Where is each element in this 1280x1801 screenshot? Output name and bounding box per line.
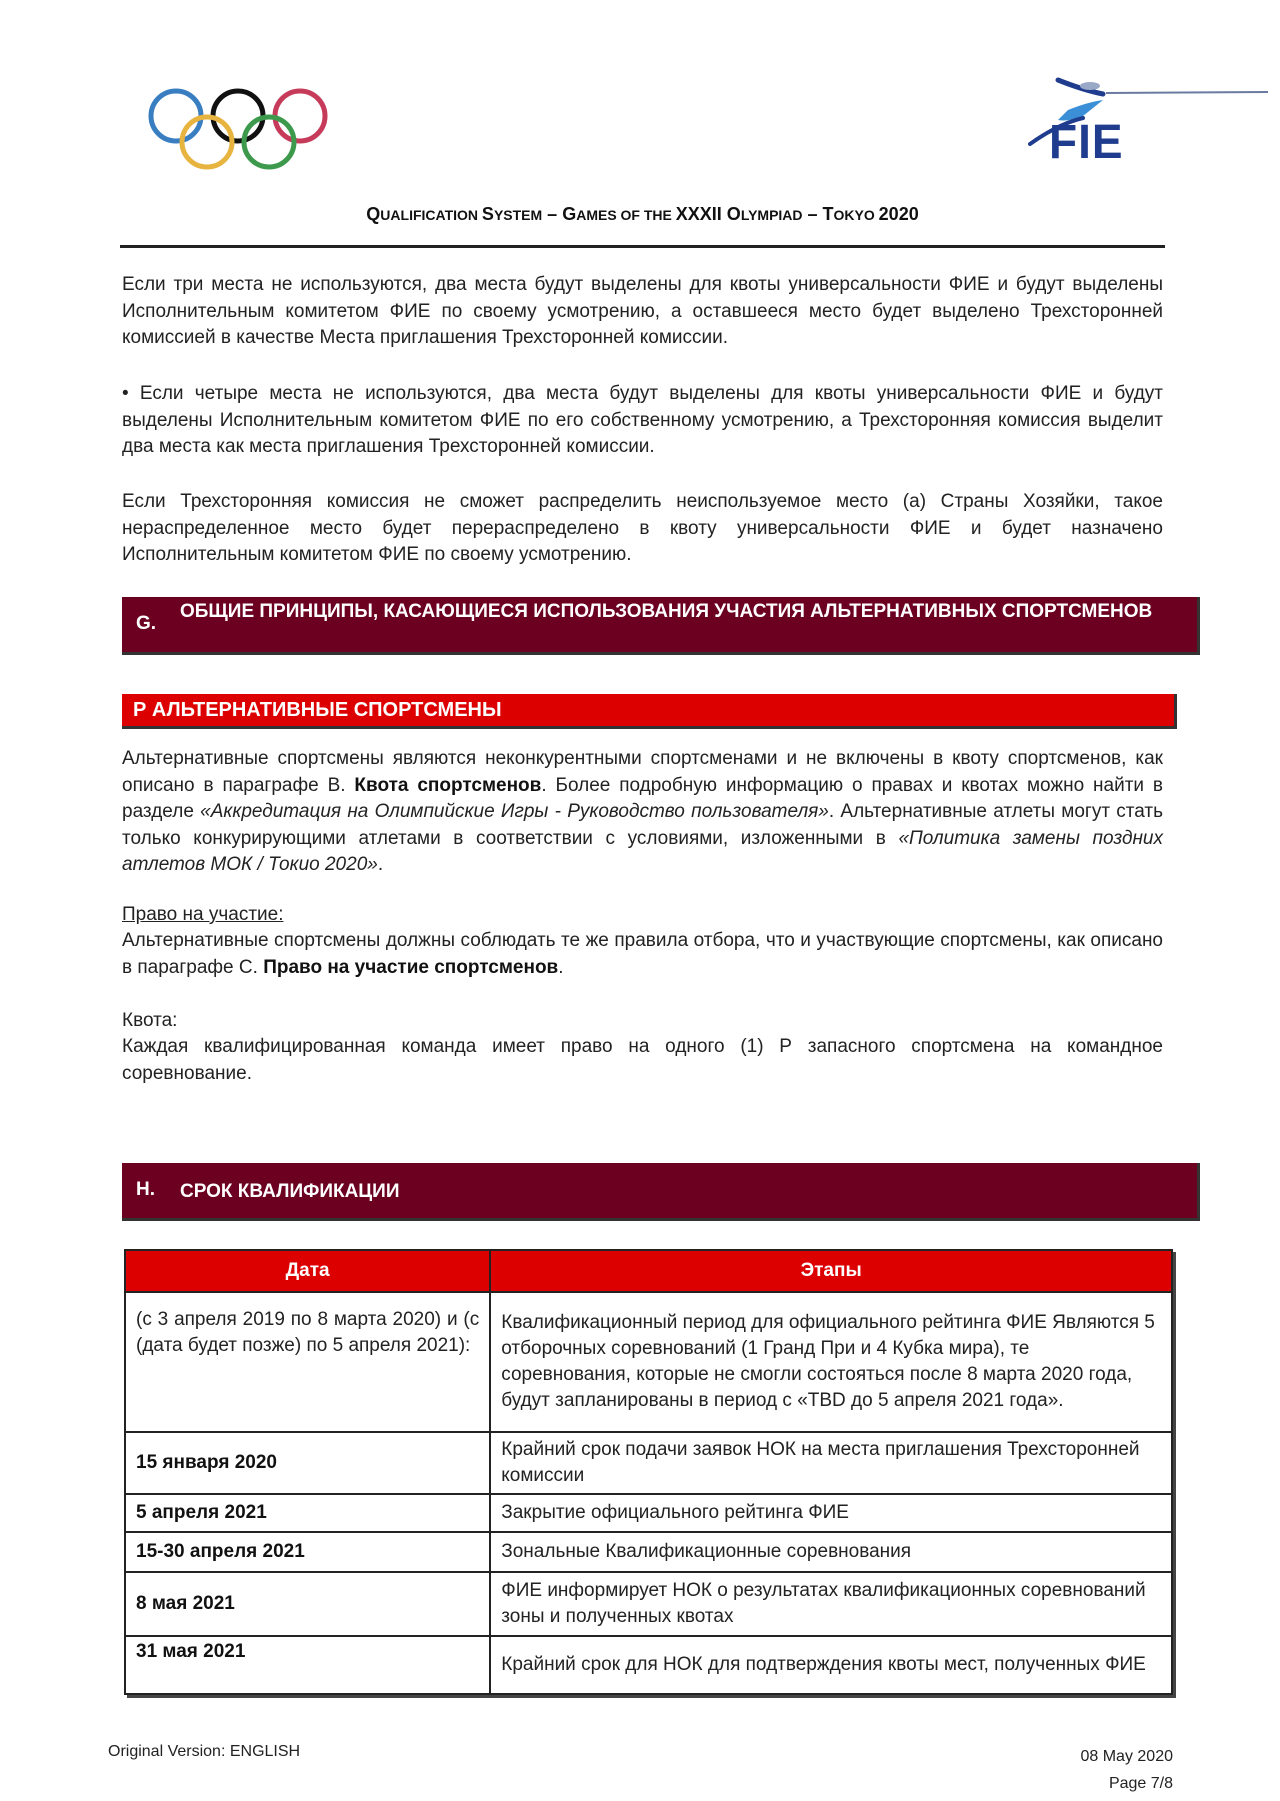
column-header-date: Дата (125, 1250, 490, 1292)
table-row (125, 1532, 1172, 1572)
fie-logo (1028, 72, 1268, 182)
paragraph-eligibility: Альтернативные спортсмены должны соблюдать те же правила отбора, что и участвующие спортсмены, как описано в параграфе C. Право на участие спортсменов. (122, 930, 1163, 978)
section-g-header (122, 597, 1200, 655)
document-title: QUALIFICATION SYSTEM – GAMES OF THE XXXII OLYMPIAD – TOKYO 2020 (366, 204, 919, 224)
cell-stage: Крайний срок для НОК для подтверждения квоты мест, полученных ФИЕ (490, 1636, 1172, 1694)
cell-stage: Зональные Квалификационные соревнования (490, 1532, 1172, 1572)
cell-date: 8 мая 2021 (125, 1572, 490, 1636)
olympic-rings-logo (146, 86, 332, 176)
cell-stage: Квалификационный период для официального рейтинга ФИЕ Являются 5 отборочных соревнований (1 Гранд При и 4 Кубка мира), те соревнования, которые не смогли состояться после 8 марта 2020 года, будут запланированы в период с «TBD до 5 апреля 2021 года». (490, 1292, 1172, 1432)
section-g-letter: G. (136, 613, 157, 634)
cell-date: 31 мая 2021 (125, 1636, 490, 1694)
eligibility-label: Право на участие: (122, 904, 284, 925)
column-header-stages: Этапы (490, 1250, 1172, 1292)
cell-date: (с 3 апреля 2019 по 8 марта 2020) и (с (дата будет позже) по 5 апреля 2021): (125, 1292, 490, 1432)
footer-page-number: Page 7/8 (1108, 1775, 1173, 1792)
cell-date: 15 января 2020 (125, 1432, 490, 1494)
cell-date: 15-30 апреля 2021 (125, 1532, 490, 1572)
quota-label: Квота: (122, 1010, 178, 1031)
section-h-letter: H. (136, 1179, 155, 1200)
paragraph-quota: Каждая квалифицированная команда имеет право на одного (1) Р запасного спортсмена на командное соревнование. (122, 1036, 1163, 1084)
table-row (125, 1432, 1172, 1494)
cell-stage: ФИЕ информирует НОК о результатах квалификационных соревнований зоны и полученных квотах (490, 1572, 1172, 1636)
subsection-alternate-athletes-header: Р АЛЬТЕРНАТИВНЫЕ СПОРТСМЕНЫ (122, 694, 1177, 729)
table-row (125, 1636, 1172, 1694)
table-row (125, 1572, 1172, 1636)
footer-date: 08 May 2020 (1080, 1748, 1173, 1765)
qualification-timeline-table (124, 1249, 1173, 1695)
footer-original-version: Original Version: ENGLISH (108, 1743, 301, 1760)
cell-stage: Закрытие официального рейтинга ФИЕ (490, 1494, 1172, 1532)
paragraph-four-places: • Если четыре места не используются, два места будут выделены для квоты универсальности ФИЕ и будут выделены Исполнительным комитетом ФИЕ по его собственному усмотрению, а Трехсторонняя комиссия выделит два места как места приглашения Трехсторонней комиссии. (122, 383, 1163, 457)
section-h-header (122, 1163, 1200, 1221)
cell-date: 5 апреля 2021 (125, 1494, 490, 1532)
section-g-title: ОБЩИЕ ПРИНЦИПЫ, КАСАЮЩИЕСЯ ИСПОЛЬЗОВАНИЯ УЧАСТИЯ АЛЬТЕРНАТИВНЫХ СПОРТСМЕНОВ (180, 601, 1153, 622)
paragraph-host-country: Если Трехсторонняя комиссия не сможет распределить неиспользуемое место (а) Страны Хозяйки, такое нераспределенное место будет перераспределено в квоту универсальности ФИЕ и будет назначено Исполнительным комитетом ФИЕ по своему усмотрению. (122, 491, 1163, 565)
table-header-row (125, 1250, 1172, 1292)
header-divider (120, 245, 1165, 248)
fie-logo-text: FIE (1049, 113, 1124, 169)
cell-stage: Крайний срок подачи заявок НОК на места приглашения Трехсторонней комиссии (490, 1432, 1172, 1494)
footer-meta (1080, 1743, 1173, 1797)
section-h-title: СРОК КВАЛИФИКАЦИИ (180, 1181, 400, 1202)
paragraph-alternate-athletes: Альтернативные спортсмены являются неконкурентными спортсменами и не включены в квоту спортсменов, как описано в параграфе B. Квота спортсменов. Более подробную информацию о правах и квотах можно найти в разделе «Аккредитация на Олимпийские Игры - Руководство пользователя». Альтернативные атлеты могут стать только конкурирующими атлетами в соответствии с условиями, изложенными в «Политика замены поздних атлетов МОК / Токио 2020». (122, 748, 1163, 875)
table-row (125, 1292, 1172, 1432)
paragraph-three-places: Если три места не используются, два места будут выделены для квоты универсальности ФИЕ и будут выделены Исполнительным комитетом ФИЕ по своему усмотрению, а оставшееся место будет выделено Трехсторонней комиссией в качестве Места приглашения Трехсторонней комиссии. (122, 274, 1163, 348)
table-row (125, 1494, 1172, 1532)
